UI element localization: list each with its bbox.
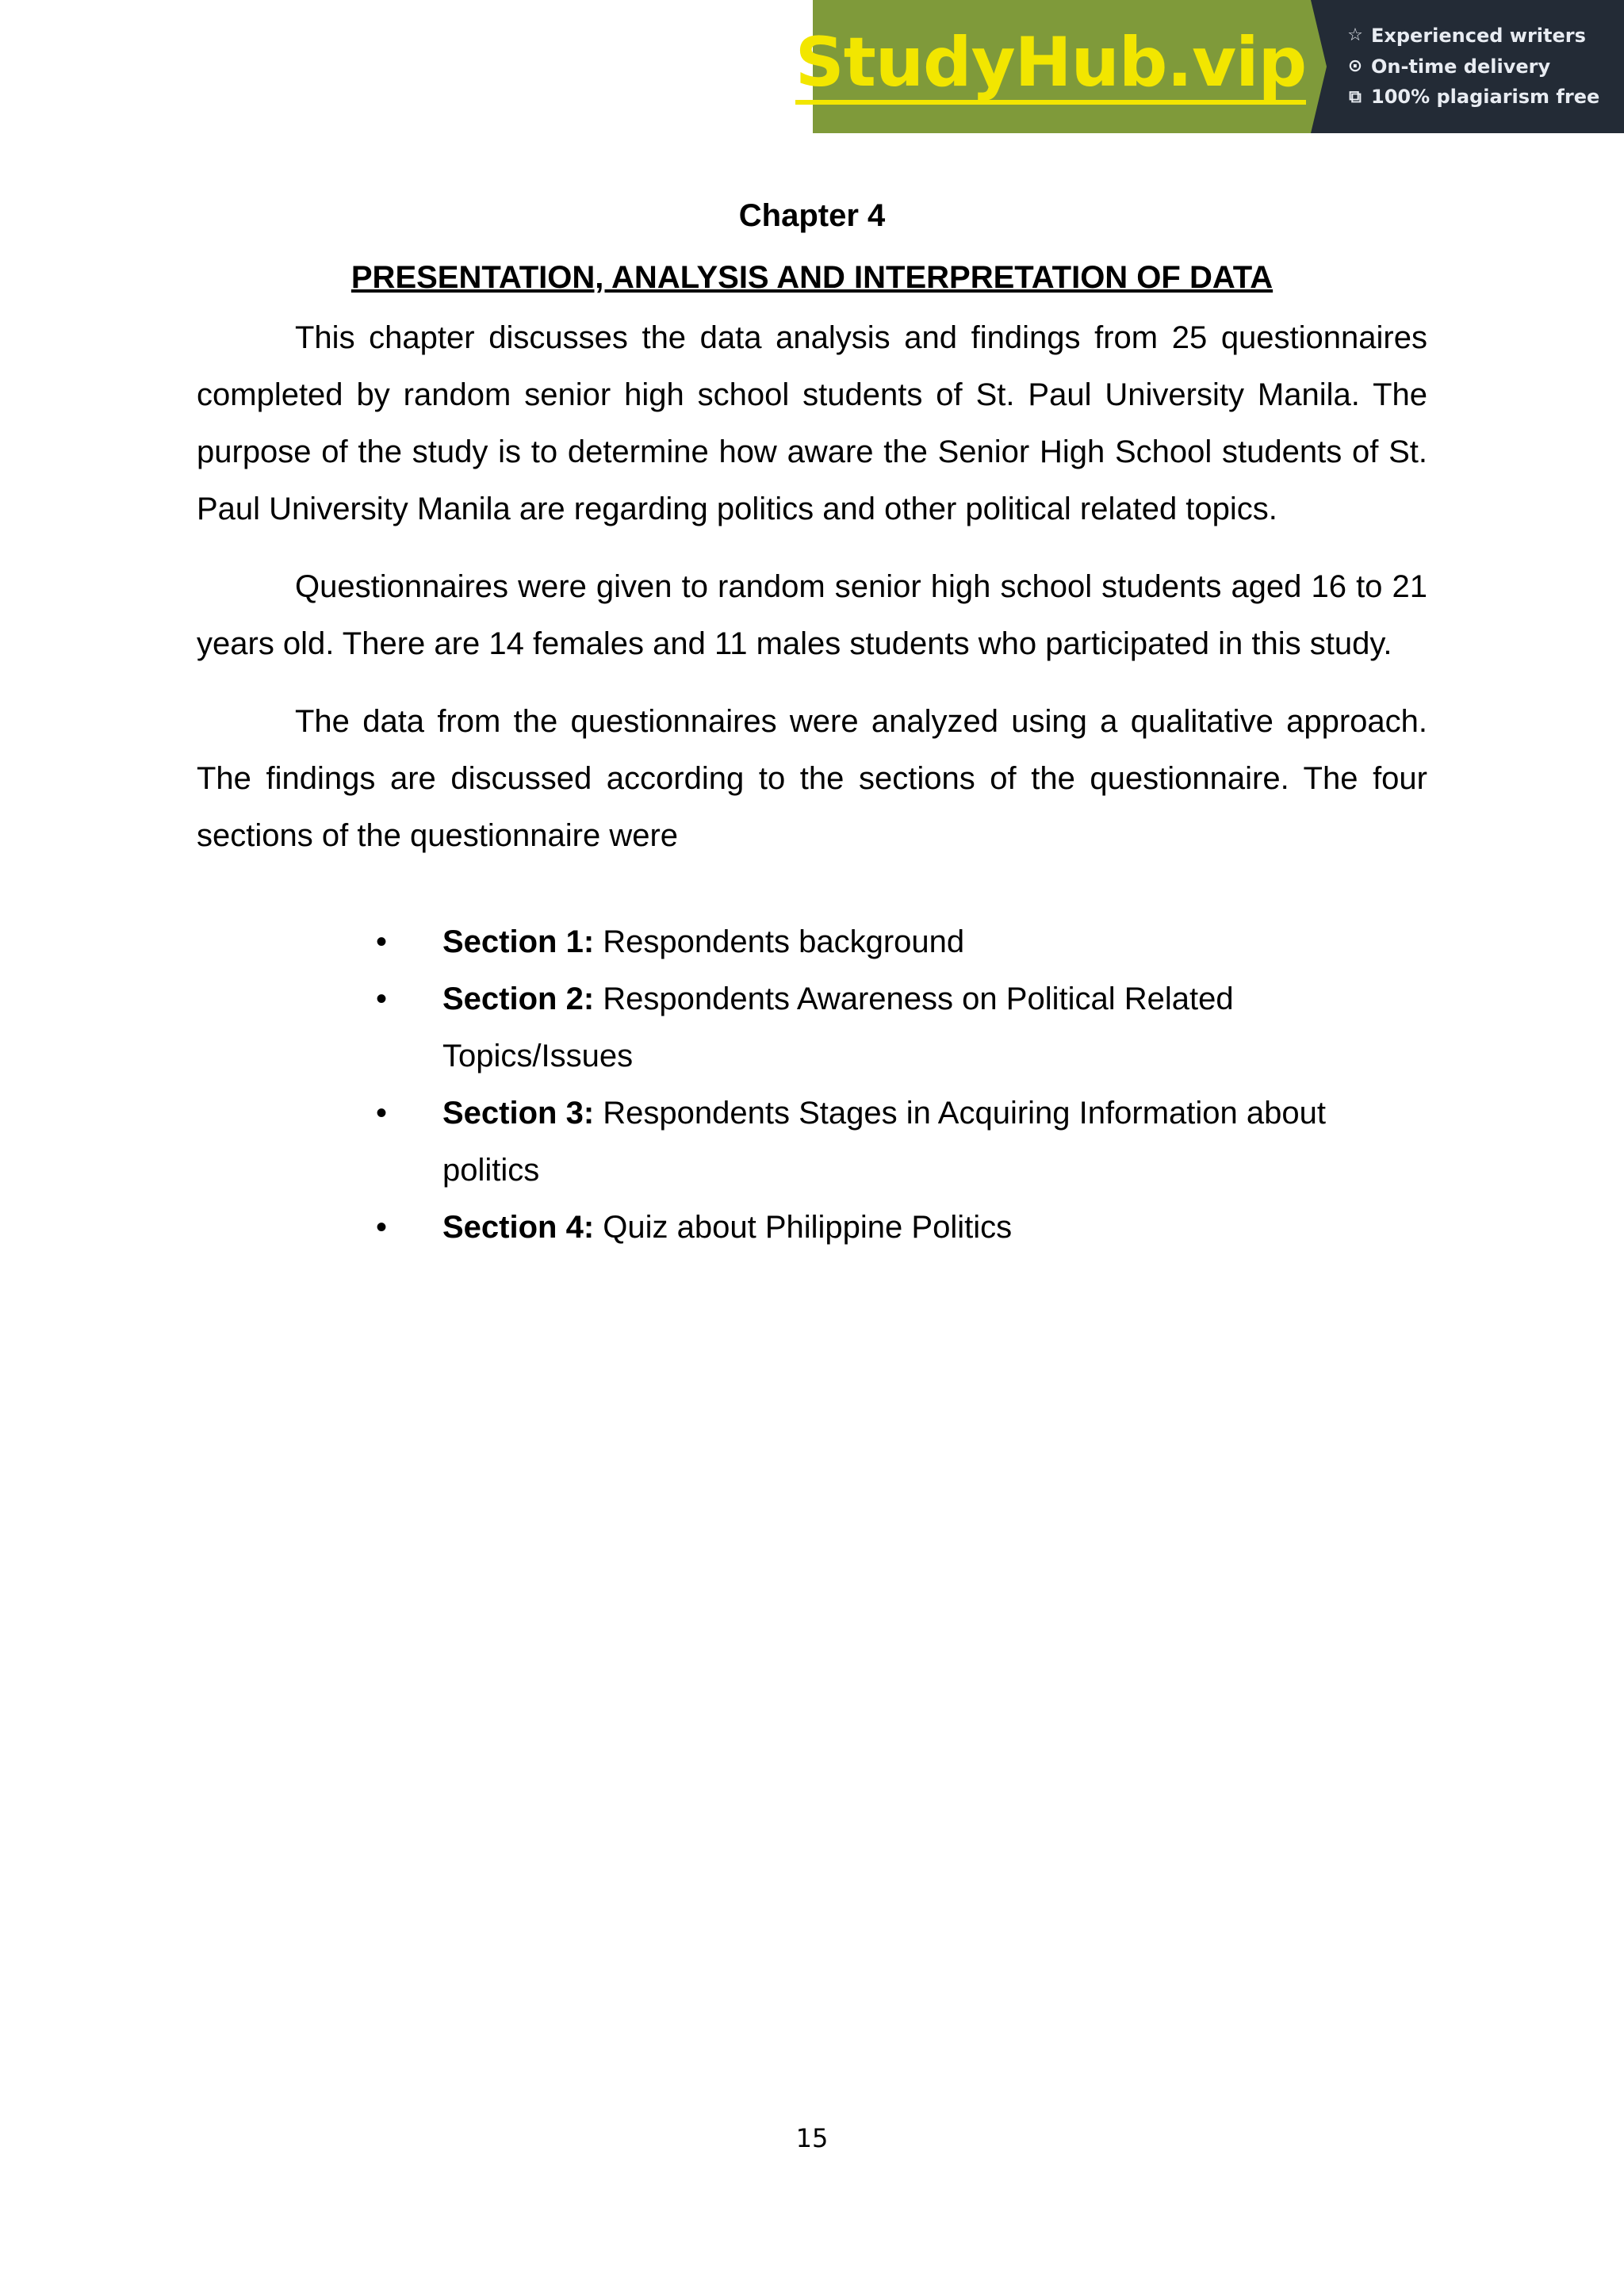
brand-arrow-decoration <box>1311 0 1327 133</box>
feature-item <box>1346 25 1624 48</box>
list-item <box>376 970 1370 1085</box>
feature-item <box>1346 55 1624 78</box>
chapter-heading: Chapter 4 <box>738 198 886 233</box>
feature-label: Experienced writers <box>1371 24 1586 47</box>
bullet-icon: • <box>376 1096 388 1131</box>
brand-panel <box>795 0 1311 133</box>
bullet-icon: • <box>376 1210 388 1245</box>
chapter-title: PRESENTATION, ANALYSIS AND INTERPRETATION OF DATA <box>350 260 1274 295</box>
copy-icon: ⧉ <box>1349 86 1362 107</box>
feature-label: On-time delivery <box>1371 55 1551 78</box>
bullet-icon: • <box>376 982 388 1016</box>
section-list <box>197 913 1370 1256</box>
brand-logo: StudyHub.vip <box>795 29 1306 105</box>
paragraph: Questionnaires were given to random senior high school students aged 16 to 21 years old. There are 14 females and 11 males students who participated in this study. <box>197 569 1427 661</box>
paragraph: The data from the questionnaires were analyzed using a qualitative approach. The findings are discussed according to the sections of the questionnaire. The four sections of the questionnaire were <box>197 704 1427 853</box>
star-icon: ☆ <box>1347 25 1363 45</box>
feature-list <box>1311 0 1624 133</box>
list-item <box>376 913 1370 970</box>
feature-label: 100% plagiarism free <box>1371 86 1600 109</box>
studyhub-banner[interactable] <box>795 0 1624 133</box>
section-label: Section 4: <box>442 1210 595 1245</box>
section-text: Quiz about Philippine Politics <box>594 1210 1013 1245</box>
document-page <box>197 190 1427 1256</box>
feature-item <box>1346 86 1624 109</box>
paragraph: This chapter discusses the data analysis and findings from 25 questionnaires completed by random senior high school students of St. Paul University Manila. The purpose of the study is to determine how aware the Senior High School students of St. Paul University Manila are regarding politics and other political related topics. <box>197 320 1427 526</box>
bullet-icon: • <box>376 924 388 959</box>
list-item <box>376 1199 1370 1256</box>
section-text: Respondents background <box>594 924 965 959</box>
page-number: 15 <box>795 2123 829 2153</box>
clock-icon: ⊙ <box>1347 55 1363 76</box>
section-label: Section 2: <box>442 982 595 1016</box>
section-text: Respondents Stages in Acquiring Information about politics <box>442 1096 1326 1188</box>
section-label: Section 1: <box>442 924 595 959</box>
section-text: Respondents Awareness on Political Related Topics/Issues <box>442 982 1234 1073</box>
list-item <box>376 1085 1370 1199</box>
section-label: Section 3: <box>442 1096 595 1131</box>
